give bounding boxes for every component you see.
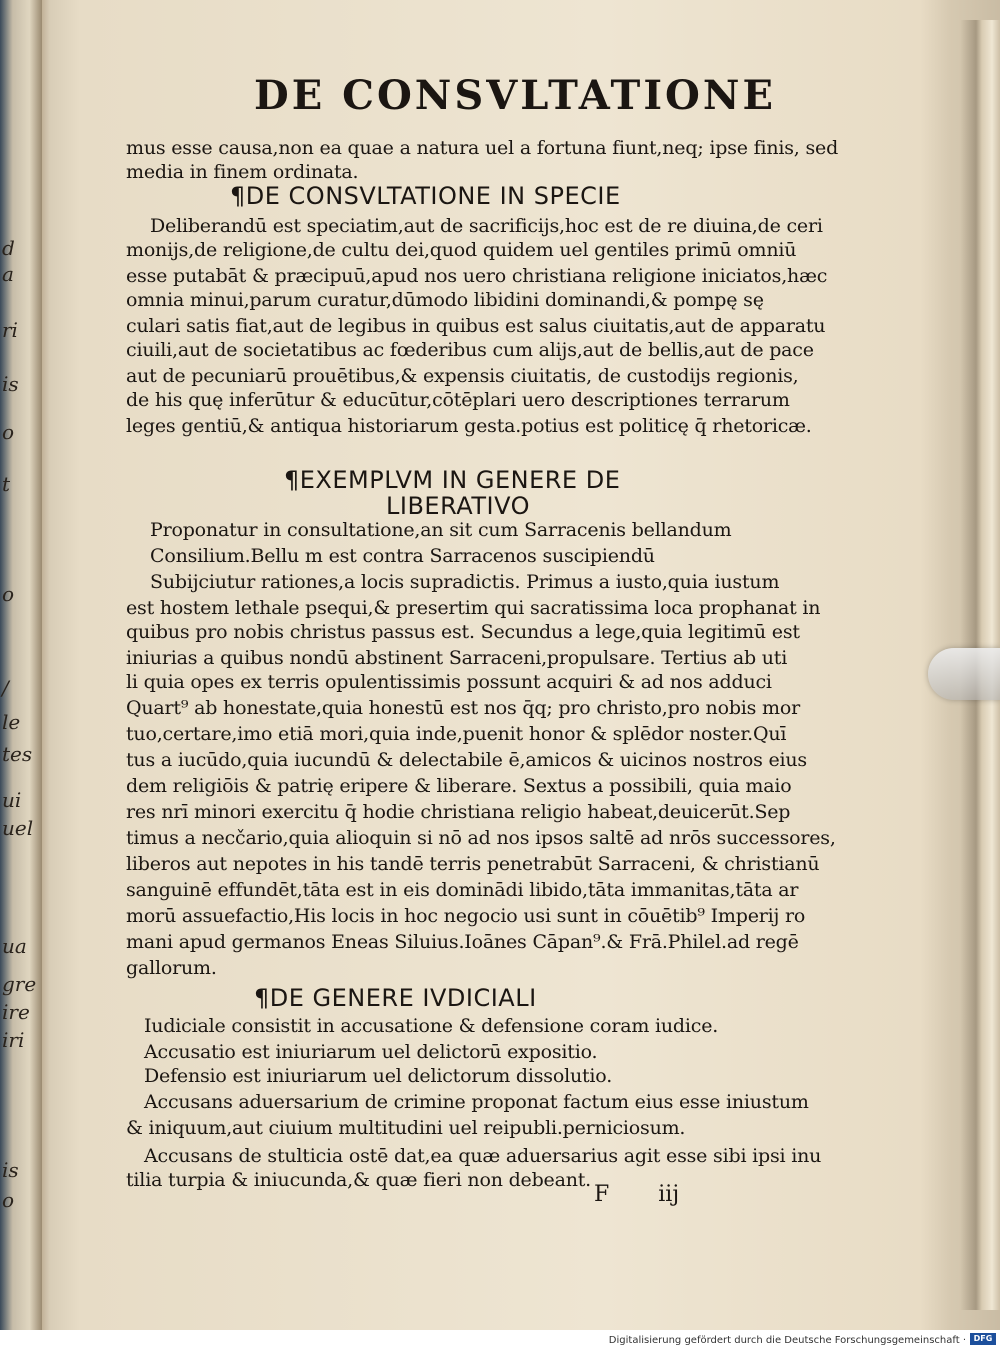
footer-credit: Digitalisierung gefördert durch die Deutsche Forschungsgemeinschaft · (608, 1335, 966, 1346)
facing-fragment: d (2, 236, 15, 260)
facing-fragment: gre (2, 972, 37, 996)
running-head: DE CONSVLTATIONE (254, 72, 776, 119)
text-line: mus esse causa,non ea quae a natura uel a fortuna fiunt,neq; ipse finis, sed (126, 137, 839, 159)
text-line: gallorum. (126, 957, 217, 979)
text-line: res nrī minori exercitu q̄ hodie christiana religio habeat,deuicerūt.Sep (126, 801, 791, 823)
section-heading: ¶EXEMPLVM IN GENERE DE (284, 466, 621, 494)
text-line: Accusans de stulticia ostē dat,ea quæ aduersarius agit esse sibi ipsi inu (144, 1145, 822, 1167)
facing-fragment: uel (2, 816, 34, 840)
text-line: sanguinē effundēt,tāta est in eis dominādi libido,tāta immanitas,tāta ar (126, 879, 799, 901)
text-line: tus a iucūdo,quia iucundū & delectabile ē,amicos & uicinos nostros eius (126, 749, 807, 771)
facing-fragment: o (2, 582, 15, 606)
text-line: de his quę inferūtur & educūtur,cōtēplari uero descriptiones terrarum (126, 389, 790, 411)
text-line: Consilium.Bellu m est contra Sarracenos suscipiendū (150, 545, 655, 567)
facing-fragment: a (2, 262, 14, 286)
text-line: iniurias a quibus nondū abstinent Sarraceni,propulsare. Tertius ab uti (126, 647, 788, 669)
section-heading: ¶DE CONSVLTATIONE IN SPECIE (230, 182, 621, 210)
footer-bar (0, 1330, 1000, 1348)
text-line: tuo,certare,imo etiā mori,quia inde,puenit honor & splēdor noster.Quī (126, 723, 787, 745)
facing-fragment: le (2, 710, 21, 734)
facing-fragment: t (2, 472, 11, 496)
facing-fragment: ui (2, 788, 22, 812)
text-line: culari satis fiat,aut de legibus in quibus est salus ciuitatis,aut de apparatu (126, 315, 826, 337)
text-line: aut de pecuniarū prouētibus,& expensis ciuitatis, de custodijs regionis, (126, 365, 799, 387)
text-line: leges gentiū,& antiqua historiarum gesta.potius est politicę q̄ rhetoricæ. (126, 415, 812, 437)
text-line: Iudiciale consistit in accusatione & defensione coram iudice. (144, 1015, 719, 1037)
text-line: liberos aut nepotes in his tandē terris penetrabūt Sarraceni, & christianū (126, 853, 820, 875)
text-line: dem religiōis & patrię eripere & liberare. Sextus a possibili, quia maio (126, 775, 792, 797)
section-heading: ¶DE GENERE IVDICIALI (254, 984, 537, 1012)
facing-fragment: iri (2, 1028, 25, 1052)
facing-fragment: tes (2, 742, 33, 766)
section-heading: LIBERATIVO (386, 492, 530, 520)
facing-fragment: / (2, 676, 9, 700)
text-line: ciuili,aut de societatibus ac fœderibus cum alijs,aut de bellis,aut de pace (126, 339, 814, 361)
text-line: monijs,de religione,de cultu dei,quod quidem uel gentiles primū omniū (126, 239, 797, 261)
text-line: media in finem ordinata. (126, 161, 359, 183)
text-line: Deliberandū est speciatim,aut de sacrificijs,hoc est de re diuina,de ceri (150, 215, 823, 237)
facing-fragment: ua (2, 934, 27, 958)
facing-fragment: ire (2, 1000, 30, 1024)
text-line: tilia turpia & iniucunda,& quæ fieri non debeant. (126, 1169, 592, 1191)
dfg-logo-icon: DFG (970, 1333, 996, 1345)
facing-page-edge (0, 0, 42, 1330)
text-line: omnia minui,parum curatur,dūmodo libidini dominandi,& pompę sę (126, 289, 764, 311)
text-line: Accusans aduersarium de crimine proponat factum eius esse iniustum (144, 1091, 809, 1113)
facing-fragment: o (2, 1188, 15, 1212)
text-line: quibus pro nobis christus passus est. Secundus a lege,quia legitimū est (126, 621, 800, 643)
facing-fragment: is (2, 1158, 19, 1182)
text-line: timus a necčario,quia alioquin si nō ad nos ipsos saltē ad nrōs successores, (126, 827, 836, 849)
text-line: li quia opes ex terris opulentissimis possunt acquiri & ad nos adduci (126, 671, 772, 693)
text-line: mani apud germanos Eneas Siluius.Ioānes Cāpan⁹.& Frā.Philel.ad regē (126, 931, 799, 953)
facing-fragment: ri (2, 318, 18, 342)
text-line: morū assuefactio,His locis in hoc negocio usi sunt in cōuētib⁹ Imperij ro (126, 905, 806, 927)
text-line: Quart⁹ ab honestate,quia honestū est nos q̄q; pro christo,pro nobis mor (126, 697, 800, 719)
text-line: Accusatio est iniuriarum uel delictorū expositio. (144, 1041, 598, 1063)
facing-fragment: o (2, 420, 15, 444)
facing-fragment: is (2, 372, 19, 396)
text-line: esse putabāt & præcipuū,apud nos uero christiana religione iniciatos,hæc (126, 265, 828, 287)
page-body (44, 14, 964, 1332)
text-line: Subijciutur rationes,a locis supradictis. Primus a iusto,quia iustum (150, 571, 780, 593)
text-line: Proponatur in consultatione,an sit cum Sarracenis bellandum (150, 519, 732, 541)
text-line: Defensio est iniuriarum uel delictorum dissolutio. (144, 1065, 613, 1087)
text-line: & iniquum,aut ciuium multitudini uel reipubli.perniciosum. (126, 1117, 686, 1139)
text-line: est hostem lethale psequi,& presertim qui sacratissima loca prophanat in (126, 597, 821, 619)
signature-mark: F iij (594, 1182, 680, 1207)
